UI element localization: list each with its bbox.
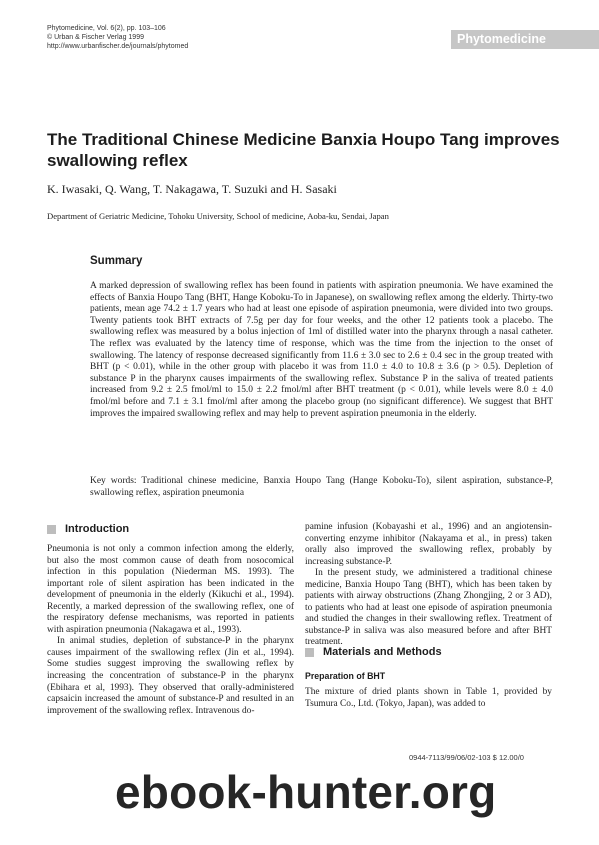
journal-url[interactable]: http://www.urbanfischer.de/journals/phytomed: [47, 43, 189, 50]
keywords: [90, 476, 553, 499]
summary-text: A marked depression of swallowing reflex has been found in patients with aspiration pneumonia. We have examined the effects of Banxia Houpo Tang (BHT, Hange Koboku-To in Japanese), on swallowing reflex among the elderly. Thirty-two patients, mean age 74.2 ± 1.7 years who had at least one episode of aspiration pneumonia, were divided into two groups. Twenty patients took BHT extracts of 7.5g per day for four weeks, and the other 12 patients took a placebo. The swallowing reflex was measured by a bolus injection of 1ml of distilled water into the pharynx through a nasal catheter. The reflex was evaluated by the latency time of response, which was the time from the injection to the onset of swallowing. The latency of response decreased significantly from 11.6 ± 3.0 sec to 2.6 ± 0.4 sec in the group treated with BHT (p < 0.01), while in the other group with placebo it was from 11.0 ± 4.0 to 10.8 ± 3.6 (p > 0.5). Depletion of substance P in the pharynx causes impairments of the swallowing reflex. Substance P in the saliva of treated patients increased from 9.2 ± 2.5 fmol/ml to 15.0 ± 2.2 fmol/ml after BHT treatment (p < 0.01), while levels were 8.0 ± 4.0 fmol/ml before and 7.1 ± 3.1 fmol/ml after among the placebo group (no significant difference). We suggest that BHT improves the impaired swallowing reflex and may help to prevent aspiration pneumonia in the elderly.: [90, 281, 553, 419]
methods-heading-label: Materials and Methods: [323, 646, 442, 658]
methods-paragraph-1: The mixture of dried plants shown in Table 1, provided by Tsumura Co., Ltd. (Tokyo, Japan), was added to: [305, 687, 552, 709]
journal-citation: Phytomedicine, Vol. 6(2), pp. 103–106: [47, 25, 166, 32]
left-column: [47, 544, 294, 717]
methods-text: [305, 687, 552, 710]
intro-paragraph-2: In animal studies, depletion of substance-P in the pharynx causes impairment of the swallowing reflex (Jin et al., 1994). Some studies suggest improving the swallowing reflex by increasing the concentration of substance-P in the pharynx (Ebihara et al, 1993). They observed that orally-administered capsaicin increased the amount of substance-P and resulted in an improvement of the swallowing reflex. Intravenous do-: [47, 636, 294, 716]
introduction-heading: [47, 523, 129, 535]
section-marker-icon: [47, 525, 56, 534]
author-list: K. Iwasaki, Q. Wang, T. Nakagawa, T. Suzuki and H. Sasaki: [47, 182, 337, 196]
introduction-heading-label: Introduction: [65, 523, 130, 535]
keywords-list: Traditional chinese medicine, Banxia Houpo Tang (Hange Koboku-To), silent aspiration, substance-P, swallowing reflex, aspiration pneumonia: [90, 476, 553, 498]
watermark: ebook-hunter.org: [115, 766, 497, 818]
affiliation: Department of Geriatric Medicine, Tohoku University, School of medicine, Aoba-ku, Sendai, Japan: [47, 211, 389, 221]
preparation-subheading: Preparation of BHT: [305, 671, 386, 681]
keywords-label: Key words:: [90, 476, 137, 486]
intro-paragraph-3: pamine infusion (Kobayashi et al., 1996) and an angiotensin-converting enzyme inhibitor (Nakayama et al., in press) taken orally also improved the swallowing reflex, probably by increasing substance-P.: [305, 522, 552, 567]
methods-heading: [305, 646, 442, 658]
journal-brand-logo: Phytomedicine: [451, 30, 599, 49]
summary-heading: Summary: [90, 255, 143, 267]
intro-paragraph-1: Pneumonia is not only a common infection among the elderly, but also the most common cause of death from nosocomical infection in this population (Niederman MS. 1993). The important role of silent aspiration has been indicated in the development of pneumonia in the elderly (Kikuchi et al., 1994). Recently, a marked depression of the swallowing reflex, one of the respiratory defense mechanisms, was reported in patients with aspiration pneumonia (Nakagawa et al., 1993).: [47, 544, 294, 635]
section-marker-icon: [305, 648, 314, 657]
right-column: [305, 522, 552, 649]
intro-paragraph-4: In the present study, we administered a traditional chinese medicine, Banxia Houpo Tang (BHT), which has been taken by patients with airway obstructions (Zhang Zhongjing, 2 or 3 AD), to patients who had at least one episode of aspiration pneumonia and studied the changes in their swallowing reflex. Treatment of substance-P in saliva was also measured before and after BHT treatment.: [305, 568, 552, 648]
journal-meta: [47, 24, 188, 51]
article-title: The Traditional Chinese Medicine Banxia Houpo Tang improves swallowing reflex: [47, 130, 560, 170]
issn-code: 0944-7113/99/06/02-103 $ 12.00/0: [409, 753, 524, 762]
publisher-copyright: © Urban & Fischer Verlag 1999: [47, 34, 144, 41]
